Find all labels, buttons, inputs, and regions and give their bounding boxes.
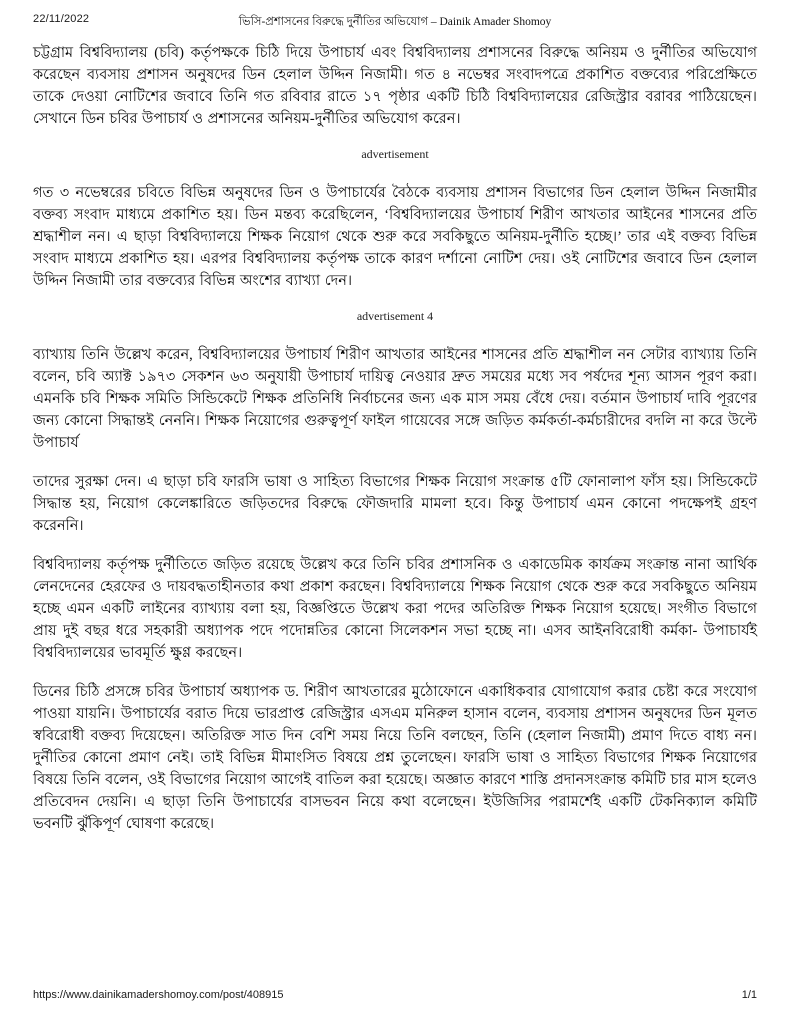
page-title: ভিসি-প্রশাসনের বিরুদ্ধে দুর্নীতির অভিযোগ – Dainik Amader Shomoy	[238, 16, 552, 28]
article-paragraph-4: তাদের সুরক্ষা দেন। এ ছাড়া চবি ফারসি ভাষা ও সাহিত্য বিভাগের শিক্ষক নিয়োগ সংক্রান্ত ৫টি ফোনালাপ ফাঁস হয়। সিন্ডিকেটে সিদ্ধান্ত হয়, নিয়োগ কেলেঙ্কারিতে জড়িতদের বিরুদ্ধে ফৌজদারি মামলা হবে। কিন্তু উপাচার্য এমন কোনো পদক্ষেপই গ্রহণ করেননি।	[33, 474, 757, 534]
print-header	[33, 13, 757, 29]
print-footer	[33, 989, 757, 1005]
advertisement-label-2: advertisement 4	[356, 309, 434, 323]
article-paragraph-5: বিশ্ববিদ্যালয় কর্তৃপক্ষ দুর্নীতিতে জড়িত রয়েছে উল্লেখ করে তিনি চবির প্রশাসনিক ও একাডেমিক কার্যক্রম সংক্রান্ত নানা আর্থিক লেনদেনের হেরফের ও দায়বদ্ধতাহীনতার কথা প্রকাশ করছেন। বিশ্ববিদ্যালয়ে শিক্ষক নিয়োগ থেকে শুরু করে সবকিছুতে অনিয়ম হচ্ছে এমন একটি লাইনের ব্যাখ্যায় বলা হয়, বিজ্ঞপ্তিতে উল্লেখ করা পদের অতিরিক্ত শিক্ষক নিয়োগ হয়েছে। সংগীত বিভাগে প্রায় দুই বছর ধরে সহকারী অধ্যাপক পদে পদোন্নতির কোনো সিলেকশন সভা হচ্ছে না। এসব আইনবিরোধী কর্মকা- উপাচার্যই বিশ্ববিদ্যালয়ের ভাবমূর্তি ক্ষুণ্ণ করছেন।	[33, 557, 757, 661]
source-url: https://www.dainikamadershomoy.com/post/408915	[33, 989, 284, 1001]
advertisement-label-1: advertisement	[361, 147, 429, 161]
article-paragraph-2: গত ৩ নভেম্বরের চবিতে বিভিন্ন অনুষদের ডিন ও উপাচার্যের বৈঠকে ব্যবসায় প্রশাসন বিভাগের ডিন হেলাল উদ্দিন নিজামীর বক্তব্য সংবাদ মাধ্যমে প্রকাশিত হয়। ডিন মন্তব্য করেছিলেন, ‘বিশ্ববিদ্যালয়ের উপাচার্য শিরীণ আখতার আইনের শাসনের প্রতি শ্রদ্ধাশীল নন। এ ছাড়া বিশ্ববিদ্যালয়ে শিক্ষক নিয়োগ থেকে শুরু করে সবকিছুতে অনিয়ম-দুর্নীতি হচ্ছে।’ তার এই বক্তব্য বিভিন্ন সংবাদ মাধ্যমে প্রকাশিত হয়। এরপর বিশ্ববিদ্যালয় কর্তৃপক্ষ তাকে কারণ দর্শানো নোটিশ দেয়। ওই নোটিশের জবাবে ডিন হেলাল উদ্দিন নিজামী তার বক্তব্যের বিভিন্ন অংশের ব্যাখ্যা দেন।	[33, 185, 757, 289]
print-date: 22/11/2022	[33, 13, 90, 25]
article-body	[33, 42, 757, 852]
article-paragraph-6: ডিনের চিঠি প্রসঙ্গে চবির উপাচার্য অধ্যাপক ড. শিরীণ আখতারের মুঠোফোনে একাধিকবার যোগাযোগ করার চেষ্টা করে সংযোগ পাওয়া যায়নি। উপাচার্যের বরাত দিয়ে ভারপ্রাপ্ত রেজিস্ট্রার এসএম মনিরুল হাসান বলেন, ব্যবসায় প্রশাসন অনুষদের ডিন মূলত স্ববিরোধী বক্তব্য দিয়েছেন। অতিরিক্ত সাত দিন বেশি সময় নিয়ে তিনি বলছেন, তিনি (হেলাল নিজামী) প্রমাণ দিতে বাধ্য নন। দুর্নীতির কোনো প্রমাণ নেই। তাই বিভিন্ন মীমাংসিত বিষয়ে প্রশ্ন তুলেছেন। ফারসি ভাষা ও সাহিত্য বিভাগের শিক্ষক নিয়োগের বিষয়ে তিনি বলেন, ওই বিভাগের নিয়োগ আগেই বাতিল করা হয়েছে। অজ্ঞাত কারণে শাস্তি প্রদানসংক্রান্ত কমিটি চার মাস হলেও প্রতিবেদন দেয়নি। এ ছাড়া তিনি উপাচার্যের বাসভবন নিয়ে কথা বলেছেন। ইউজিসির পরামর্শেই একটি টেকনিক্যাল কমিটি ভবনটি ঝুঁকিপূর্ণ ঘোষণা করেছে।	[33, 684, 757, 832]
article-paragraph-3: ব্যাখ্যায় তিনি উল্লেখ করেন, বিশ্ববিদ্যালয়ের উপাচার্য শিরীণ আখতার আইনের শাসনের প্রতি শ্রদ্ধাশীল নন সেটার ব্যাখ্যায় তিনি বলেন, চবি অ্যাক্ট ১৯৭৩ সেকশন ৬৩ অনুযায়ী উপাচার্য দায়িত্ব নেওয়ার দ্রুত সময়ের মধ্যে সব পর্ষদের শূন্য আসন পূরণ করা। এমনকি চবি শিক্ষক সমিতি সিন্ডিকেটে শিক্ষক প্রতিনিধি নির্বাচনের জন্য এক মাস সময় বেঁধে দেয়। বর্তমান উপাচার্য দাবি পূরণের জন্য কোনো সিদ্ধান্তই নেননি। শিক্ষক নিয়োগের গুরুত্বপূর্ণ ফাইল গায়েবের সঙ্গে জড়িত কর্মকর্তা-কর্মচারীদের বদলি না করে উল্টে উপাচার্য	[33, 347, 757, 451]
article-paragraph-1: চট্টগ্রাম বিশ্ববিদ্যালয় (চবি) কর্তৃপক্ষকে চিঠি দিয়ে উপাচার্য এবং বিশ্ববিদ্যালয় প্রশাসনের বিরুদ্ধে অনিয়ম ও দুর্নীতির অভিযোগ করেছেন ব্যবসায় প্রশাসন অনুষদের ডিন হেলাল উদ্দিন নিজামী। গত ৪ নভেম্বর সংবাদপত্রে প্রকাশিত বক্তব্যের পরিপ্রেক্ষিতে তাকে দেওয়া নোটিশের জবাবে তিনি গত রবিবার রাতে ১৭ পৃষ্ঠার একটি চিঠি বিশ্ববিদ্যালয়ের রেজিস্ট্রার বরাবর পাঠিয়েছেন। সেখানে ডিন চবির উপাচার্য ও প্রশাসনের অনিয়ম-দুর্নীতির অভিযোগ করেন।	[33, 45, 757, 127]
page-number-indicator: 1/1	[741, 989, 757, 1001]
